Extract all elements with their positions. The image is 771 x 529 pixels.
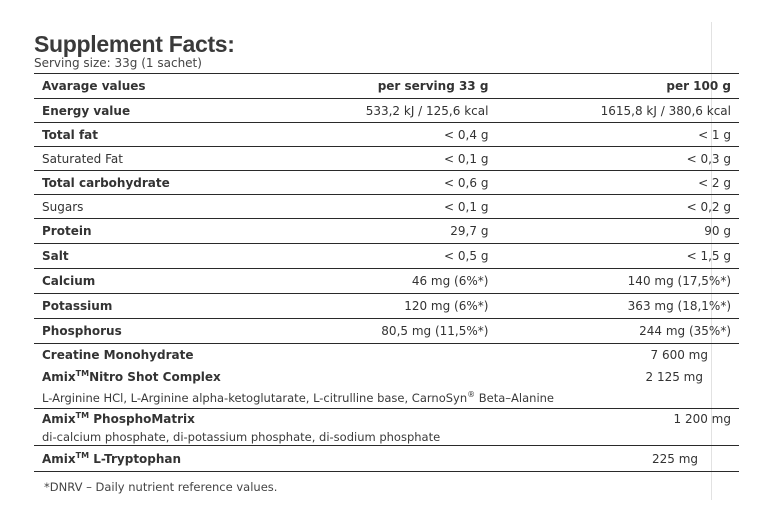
row-serving-protein: 29,7 g	[229, 219, 497, 244]
row-100-calcium: 140 mg (17,5%*)	[496, 269, 739, 294]
row-serving-salt: < 0,5 g	[229, 244, 497, 269]
nutrition-table	[34, 73, 739, 472]
table-row	[34, 171, 739, 195]
row-serving-energy: 533,2 kJ / 125,6 kcal	[229, 99, 497, 123]
blend-ingredients-row	[34, 429, 739, 446]
row-100-energy: 1615,8 kJ / 380,6 kcal	[496, 99, 739, 123]
row-name-calcium: Calcium	[34, 269, 229, 294]
row-serving-calcium: 46 mg (6%*)	[229, 269, 497, 294]
table-row	[34, 195, 739, 219]
row-100-creatine: 7 600 mg	[496, 344, 739, 366]
page-title: Supplement Facts:	[34, 31, 235, 57]
table-row	[34, 244, 739, 269]
blend-name-tryptophan: Amix™ L-Tryptophan	[34, 446, 229, 472]
table-row	[34, 123, 739, 147]
table-row	[34, 147, 739, 171]
row-serving-phosphorus: 80,5 mg (11,5%*)	[229, 319, 497, 344]
blend-row	[34, 366, 739, 388]
row-serving-satfat: < 0,1 g	[229, 147, 497, 171]
row-100-protein: 90 g	[496, 219, 739, 244]
row-serving-potassium: 120 mg (6%*)	[229, 294, 497, 319]
row-100-satfat: < 0,3 g	[496, 147, 739, 171]
row-name-phosphorus: Phosphorus	[34, 319, 229, 344]
row-100-salt: < 1,5 g	[496, 244, 739, 269]
row-name-protein: Protein	[34, 219, 229, 244]
blend-100-tryptophan: 225 mg	[496, 446, 739, 472]
blend-name-nitro: Amix™Nitro Shot Complex	[42, 369, 221, 384]
serving-size: Serving size: 33g (1 sachet)	[34, 56, 202, 70]
header-name: Avarage values	[34, 74, 229, 99]
row-serving-fat: < 0,4 g	[229, 123, 497, 147]
table-header-row	[34, 74, 739, 99]
row-serving-creatine	[229, 344, 497, 366]
row-serving-carb: < 0,6 g	[229, 171, 497, 195]
header-per-100: per 100 g	[496, 74, 739, 99]
row-serving-sugars: < 0,1 g	[229, 195, 497, 219]
table-row	[34, 294, 739, 319]
row-name-creatine: Creatine Monohydrate	[34, 344, 229, 366]
blend-ingredients-nitro: L-Arginine HCl, L-Arginine alpha-ketoglutarate, L-citrulline base, CarnoSyn® Beta–Alanine	[34, 388, 739, 409]
table-row	[34, 269, 739, 294]
row-name-carb: Total carbohydrate	[34, 171, 229, 195]
row-name-sugars: Sugars	[34, 195, 229, 219]
table-row	[34, 319, 739, 344]
blend-100-nitro: 2 125 mg	[645, 369, 703, 384]
table-row	[34, 99, 739, 123]
table-row	[34, 219, 739, 244]
row-name-satfat: Saturated Fat	[34, 147, 229, 171]
row-100-fat: < 1 g	[496, 123, 739, 147]
row-name-fat: Total fat	[34, 123, 229, 147]
row-100-phosphorus: 244 mg (35%*)	[496, 319, 739, 344]
header-per-serving: per serving 33 g	[229, 74, 497, 99]
blend-row	[34, 446, 739, 472]
row-name-salt: Salt	[34, 244, 229, 269]
table-row	[34, 344, 739, 366]
footnote: *DNRV – Daily nutrient reference values.	[44, 480, 278, 494]
blend-ingredients-row	[34, 388, 739, 409]
row-name-energy: Energy value	[34, 99, 229, 123]
row-100-carb: < 2 g	[496, 171, 739, 195]
row-100-potassium: 363 mg (18,1%*)	[496, 294, 739, 319]
row-100-sugars: < 0,2 g	[496, 195, 739, 219]
blend-row	[34, 409, 739, 429]
blend-name-phospho: Amix™ PhosphoMatrix	[42, 411, 195, 427]
blend-ingredients-phospho: di-calcium phosphate, di-potassium phosphate, di-sodium phosphate	[34, 429, 739, 446]
blend-100-phospho: 1 200 mg	[673, 411, 731, 426]
row-name-potassium: Potassium	[34, 294, 229, 319]
